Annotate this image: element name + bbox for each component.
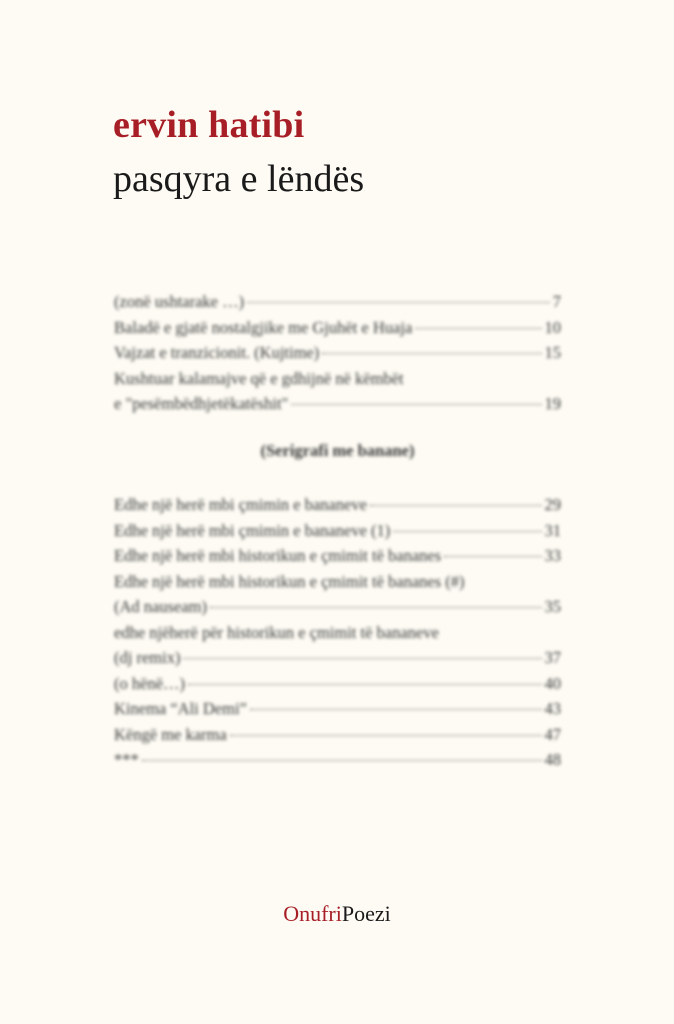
dot-leader <box>370 505 542 506</box>
toc-entry <box>114 340 561 366</box>
toc-entry-continued <box>114 366 561 392</box>
author-name: ervin hatibi <box>113 104 305 146</box>
dot-leader <box>230 735 542 736</box>
toc-entry <box>114 492 561 518</box>
toc-entry-page: 43 <box>544 699 561 718</box>
toc-entry-title: Edhe një herë mbi historikun e çmimit të bananes (#) <box>114 571 465 591</box>
toc-entry-title: Kinema “Ali Demi” <box>114 699 247 718</box>
publisher-logo <box>0 903 674 925</box>
toc-entry-page: 29 <box>544 495 561 514</box>
toc-entry-page: 47 <box>544 724 561 744</box>
toc-entry <box>114 645 561 671</box>
toc-entry-title: Edhe një herë mbi çmimin e bananeve <box>114 495 367 514</box>
publisher-name: Onufri <box>283 901 342 926</box>
toc-entry-page: 40 <box>544 673 561 693</box>
page-title: pasqyra e lëndës <box>113 158 365 200</box>
dot-leader <box>291 404 541 405</box>
toc-entry-title: (dj remix) <box>114 648 181 667</box>
toc-entry <box>114 747 561 773</box>
toc-entry-page: 35 <box>544 597 561 616</box>
toc-entry-title: (o hënë…) <box>114 673 186 693</box>
publisher-series: Poezi <box>341 901 391 926</box>
toc-entry-page: 33 <box>544 546 561 565</box>
dot-leader <box>444 556 541 557</box>
toc-entry-title: Vajzat e tranzicionit. (Kujtime) <box>114 343 320 362</box>
dot-leader <box>322 353 541 354</box>
dot-leader <box>247 302 550 303</box>
toc-entry <box>114 391 561 417</box>
toc-list-1 <box>114 289 561 417</box>
dot-leader <box>250 709 542 710</box>
toc-entry <box>114 543 561 569</box>
dot-leader <box>210 607 541 608</box>
toc-entry-title: *** <box>114 750 139 769</box>
toc-entry-title: Kushtuar kalamajve që e gdhijnë në këmbët <box>114 368 404 388</box>
toc-entry <box>114 594 561 620</box>
toc-entry-page: 48 <box>544 750 561 769</box>
toc-entry <box>114 289 561 315</box>
toc-entry <box>114 518 561 544</box>
toc-entry-continued <box>114 569 561 595</box>
toc-entry-title: Edhe një herë mbi çmimin e bananeve (1) <box>114 520 391 540</box>
toc-entry <box>114 671 561 697</box>
dot-leader <box>393 531 541 532</box>
toc-entry-title: (zonë ushtarake …) <box>114 292 245 311</box>
toc-entry-page: 7 <box>552 292 561 311</box>
dot-leader <box>142 760 542 761</box>
toc-entry-title: e "pesëmbëdhjetëkatëshit" <box>114 394 289 413</box>
toc-entry-title: Baladë e gjatë nostalgjike me Gjuhët e Huaja <box>114 317 413 337</box>
dot-leader <box>188 684 541 685</box>
toc-entry <box>114 696 561 722</box>
section-heading: (Serigrafi me banane) <box>260 441 415 460</box>
toc-entry-page: 15 <box>544 343 561 362</box>
toc-entry-continued <box>114 620 561 646</box>
toc-entry <box>114 315 561 341</box>
toc-entry-page: 19 <box>544 394 561 413</box>
toc-entry-title: Edhe një herë mbi historikun e çmimit të bananes <box>114 546 442 565</box>
toc-entry <box>114 722 561 748</box>
dot-leader <box>183 658 541 659</box>
toc-entry-title: Këngë me karma <box>114 724 227 744</box>
dot-leader <box>415 328 541 329</box>
toc-entry-page: 31 <box>544 520 561 540</box>
toc-entry-title: edhe njëherë për historikun e çmimit të bananeve <box>114 622 439 642</box>
toc-list-2 <box>114 492 561 773</box>
toc-entry-title: (Ad nauseam) <box>114 597 208 616</box>
toc-entry-page: 10 <box>544 317 561 337</box>
toc-entry-page: 37 <box>544 648 561 667</box>
